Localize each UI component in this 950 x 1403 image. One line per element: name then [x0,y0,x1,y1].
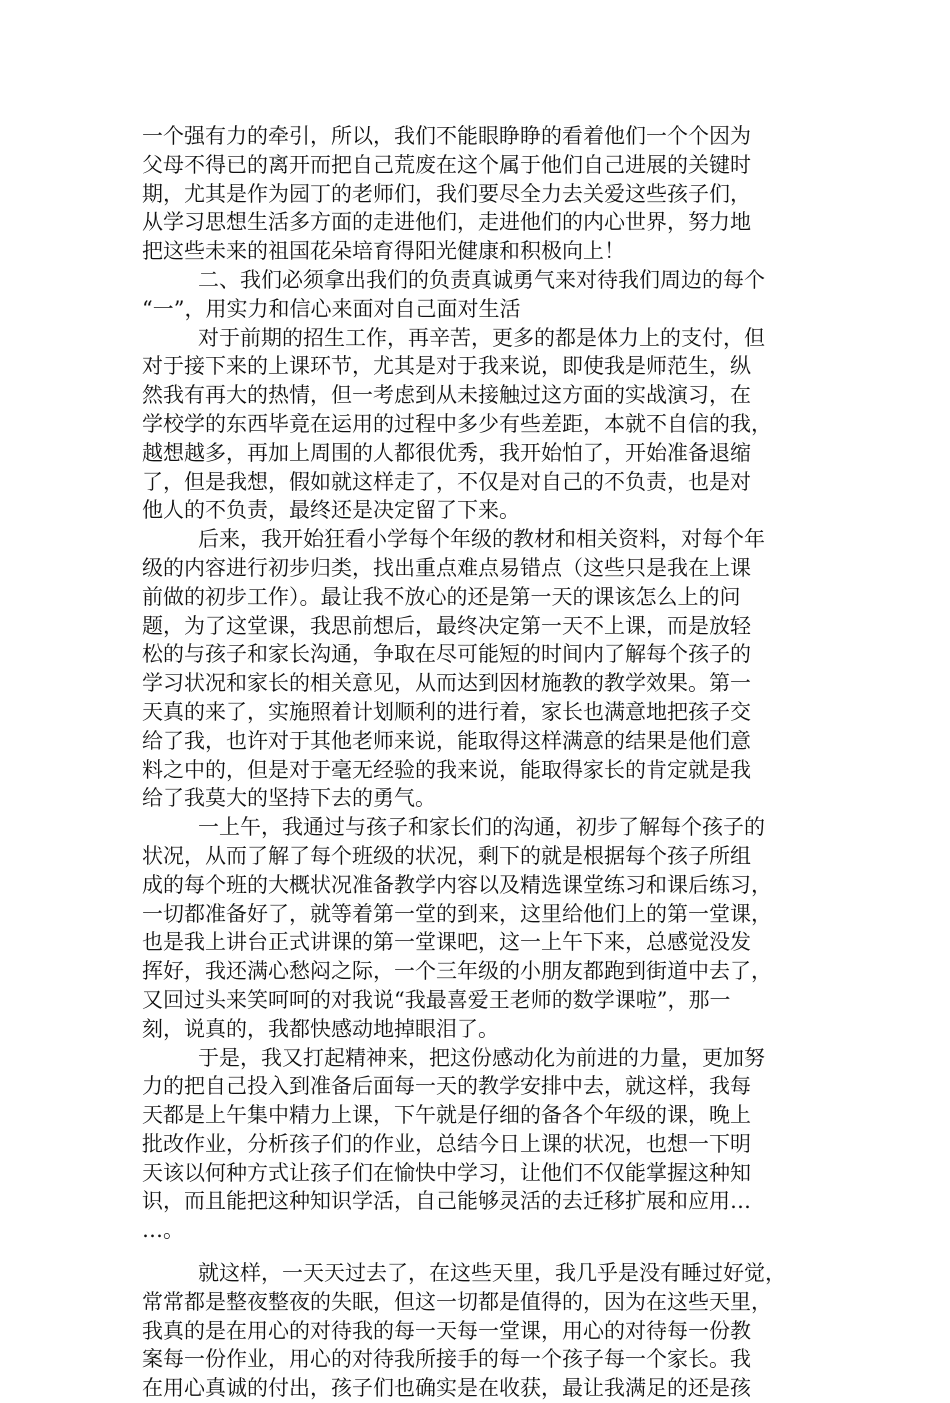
text-line: 从学习思想生活多方面的走进他们，走进他们的内心世界，努力地 [142,210,751,235]
text-line: 刻，说真的，我都快感动地掉眼泪了。 [142,1016,499,1041]
text-line: 学校学的东西毕竟在运用的过程中多少有些差距，本就不自信的我， [142,411,772,436]
text-line: 常常都是整夜整夜的失眠，但这一切都是值得的，因为在这些天里， [142,1289,772,1314]
text-line: 料之中的，但是对于毫无经验的我来说，能取得家长的肯定就是我 [142,757,751,782]
text-line: 案每一份作业，用心的对待我所接手的每一个孩子每一个家长。我 [142,1347,751,1372]
text-line: 二、我们必须拿出我们的负责真诚勇气来对待我们周边的每个 [198,267,765,292]
text-line: …。 [142,1218,184,1243]
text-line: “一”，用实力和信心来面对自己面对生活 [142,296,521,321]
text-line: 我真的是在用心的对待我的每一天每一堂课，用心的对待每一份教 [142,1318,751,1343]
text-line: 给了我，也许对于其他老师来说，能取得这样满意的结果是他们意 [142,728,751,753]
text-line: 题，为了这堂课，我思前想后，最终决定第一天不上课，而是放轻 [142,613,751,638]
text-line: 于是，我又打起精神来，把这份感动化为前进的力量，更加努 [198,1045,765,1070]
text-line: 把这些未来的祖国花朵培育得阳光健康和积极向上！ [142,239,625,264]
text-line: 对于接下来的上课环节，尤其是对于我来说，即使我是师范生，纵 [142,354,751,379]
text-line: 然我有再大的热情，但一考虑到从未接触过这方面的实战演习，在 [142,383,751,408]
text-line: 期，尤其是作为园丁的老师们，我们要尽全力去关爱这些孩子们， [142,181,751,206]
text-line: 一个强有力的牵引，所以，我们不能眼睁睁的看着他们一个个因为 [142,124,751,148]
text-line: 力的把自己投入到准备后面每一天的教学安排中去，就这样，我每 [142,1074,751,1099]
text-line: 又回过头来笑呵呵的对我说“我最喜爱王老师的数学课啦”，那一 [142,987,731,1012]
text-line: 天真的来了，实施照着计划顺利的进行着，家长也满意地把孩子交 [142,699,751,724]
text-line: 也是我上讲台正式讲课的第一堂课吧，这一上午下来，总感觉没发 [142,930,751,955]
text-line: 批改作业，分析孩子们的作业，总结今日上课的状况，也想一下明 [142,1131,751,1156]
text-line: 松的与孩子和家长沟通，争取在尽可能短的时间内了解每个孩子的 [142,642,751,667]
text-line: 给了我莫大的坚持下去的勇气。 [142,786,436,811]
text-line: 对于前期的招生工作，再辛苦，更多的都是体力上的支付，但 [198,325,765,350]
text-line: 后来，我开始狂看小学每个年级的教材和相关资料，对每个年 [198,527,765,552]
text-line: 级的内容进行初步归类，找出重点难点易错点（这些只是我在上课 [142,555,751,580]
text-line: 父母不得已的离开而把自己荒废在这个属于他们自己进展的关键时 [142,152,751,177]
text-line: 天该以何种方式让孩子们在愉快中学习，让他们不仅能掌握这种知 [142,1160,751,1185]
text-line: 越想越多，再加上周围的人都很优秀，我开始怕了，开始准备退缩 [142,440,751,465]
text-line: 就这样，一天天过去了，在这些天里，我几乎是没有睡过好觉， [198,1261,786,1286]
text-line: 他人的不负责，最终还是决定留了下来。 [142,498,520,523]
text-line: 一切都准备好了，就等着第一堂的到来，这里给他们上的第一堂课， [142,901,772,926]
text-line: 前做的初步工作）。最让我不放心的还是第一天的课该怎么上的问 [142,584,741,609]
text-line: 天都是上午集中精力上课，下午就是仔细的备各个年级的课，晚上 [142,1103,751,1128]
document-body [142,122,808,1403]
text-line: 挥好，我还满心愁闷之际，一个三年级的小朋友都跑到街道中去了， [142,959,772,984]
text-line: 状况，从而了解了每个班级的状况，剩下的就是根据每个孩子所组 [142,843,751,868]
text-line: 一上午，我通过与孩子和家长们的沟通，初步了解每个孩子的 [198,815,765,840]
text-line: 在用心真诚的付出，孩子们也确实是在收获，最让我满足的还是孩 [142,1376,751,1401]
text-line: 学习状况和家长的相关意见，从而达到因材施教的教学效果。第一 [142,671,751,696]
text-line: 识，而且能把这种知识学活，自己能够灵活的去迁移扩展和应用… [142,1189,751,1214]
text-line: 成的每个班的大概状况准备教学内容以及精选课堂练习和课后练习， [142,872,772,897]
text-line: 了，但是我想，假如就这样走了，不仅是对自己的不负责，也是对 [142,469,751,494]
